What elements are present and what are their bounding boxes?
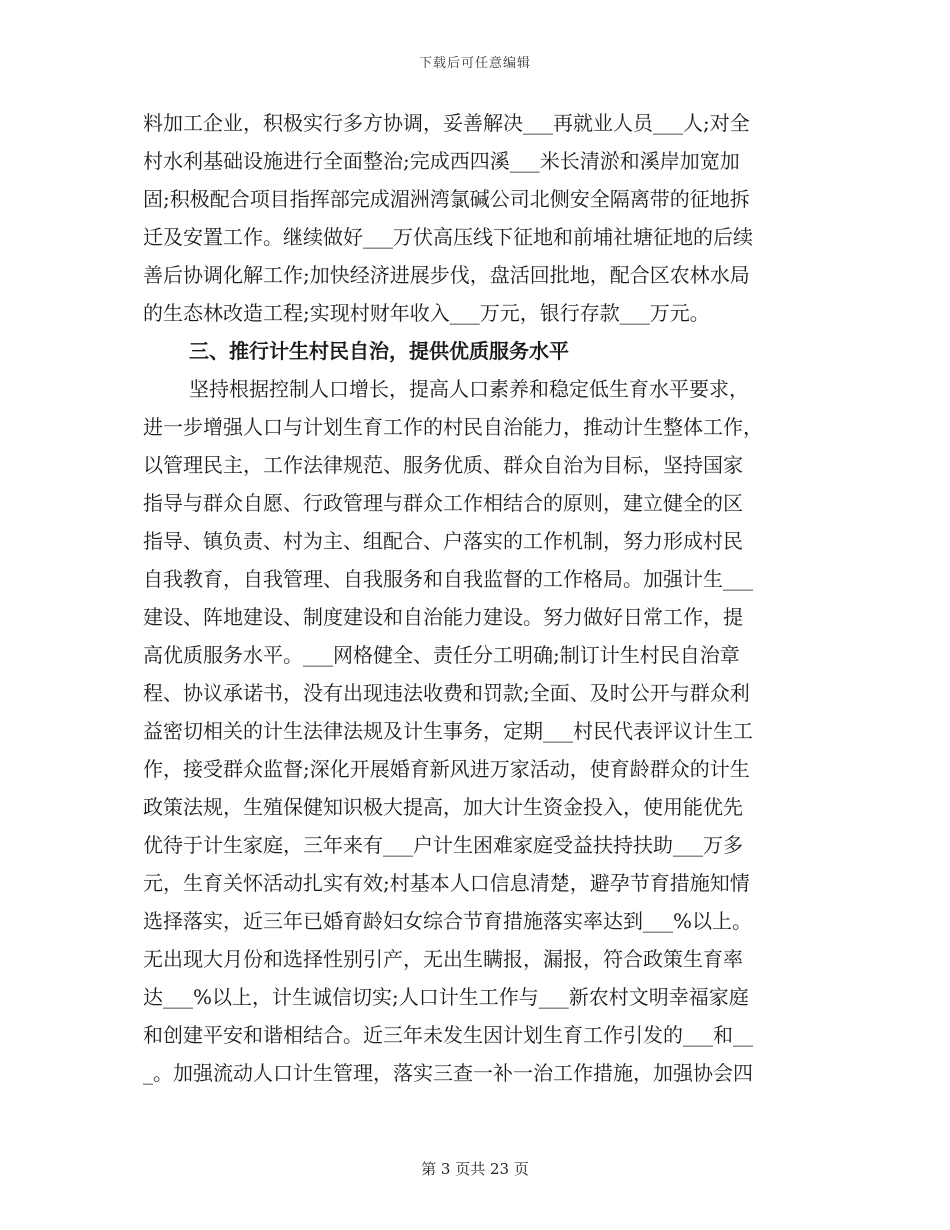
- page-number: 第 3 页共 23 页: [421, 1160, 529, 1178]
- text-line: 自我教育，自我管理、自我服务和自我监督的工作格局。加强计生___: [143, 567, 753, 591]
- text-line: 固;积极配合项目指挥部完成湄洲湾氯碱公司北侧安全隔离带的征地拆: [143, 187, 750, 211]
- text-line: 达___%以上，计生诚信切实;人口计生工作与___新农村文明幸福家庭: [143, 985, 749, 1009]
- text-line: 村水利基础设施进行全面整治;完成西四溪___米长清淤和溪岸加宽加: [143, 149, 740, 173]
- text-line: 政策法规，生殖保健知识极大提高，加大计生资金投入，使用能优先: [143, 795, 743, 819]
- text-line: 指导、镇负责、村为主、组配合、户落实的工作机制，努力形成村民: [143, 529, 743, 553]
- text-line: 进一步增强人口与计划生育工作的村民自治能力，推动计生整体工作，: [143, 415, 763, 439]
- text-line: 选择落实，近三年已婚育龄妇女综合节育措施落实率达到___%以上。: [143, 909, 753, 933]
- text-line: 迁及安置工作。继续做好___万伏高压线下征地和前埔社塘征地的后续: [143, 225, 753, 249]
- text-line: 益密切相关的计生法律法规及计生事务，定期___村民代表评议计生工: [143, 719, 753, 743]
- text-line: 以管理民主，工作法律规范、服务优质、群众自治为目标，坚持国家: [143, 453, 743, 477]
- text-line: 程、协议承诺书，没有出现违法收费和罚款;全面、及时公开与群众利: [143, 681, 750, 705]
- text-line: 高优质服务水平。___网格健全、责任分工明确;制订计生村民自治章: [143, 643, 740, 667]
- text-line: _。加强流动人口计生管理，落实三查一补一治工作措施，加强协会四: [143, 1061, 753, 1085]
- document-body: [143, 104, 805, 1092]
- text-line: 元，生育关怀活动扎实有效;村基本人口信息清楚，避孕节育措施知情: [143, 871, 750, 895]
- text-line: 指导与群众自愿、行政管理与群众工作相结合的原则，建立健全的区: [143, 491, 743, 515]
- text-line: 建设、阵地建设、制度建设和自治能力建设。努力做好日常工作，提: [143, 605, 743, 629]
- paragraph-first-line: 坚持根据控制人口增长，提高人口素养和稳定低生育水平要求，: [189, 377, 749, 401]
- text-line: 优待于计生家庭，三年来有___户计生困难家庭受益扶持扶助___万多: [143, 833, 743, 857]
- page-header: 下载后可任意编辑: [418, 56, 531, 71]
- section-heading: 三、推行计生村民自治，提供优质服务水平: [189, 339, 569, 363]
- text-line: 的生态林改造工程;实现村财年收入___万元，银行存款___万元。: [143, 301, 710, 325]
- text-line: 料加工企业，积极实行多方协调，妥善解决___再就业人员___人;对全: [143, 111, 750, 135]
- text-line: 无出现大月份和选择性别引产，无出生瞒报，漏报，符合政策生育率: [143, 947, 743, 971]
- text-line: 和创建平安和谐相结合。近三年未发生因计划生育工作引发的___和__: [143, 1023, 753, 1047]
- text-line: 作，接受群众监督;深化开展婚育新风进万家活动，使育龄群众的计生: [143, 757, 750, 781]
- text-line: 善后协调化解工作;加快经济进展步伐，盘活回批地，配合区农林水局: [143, 263, 750, 287]
